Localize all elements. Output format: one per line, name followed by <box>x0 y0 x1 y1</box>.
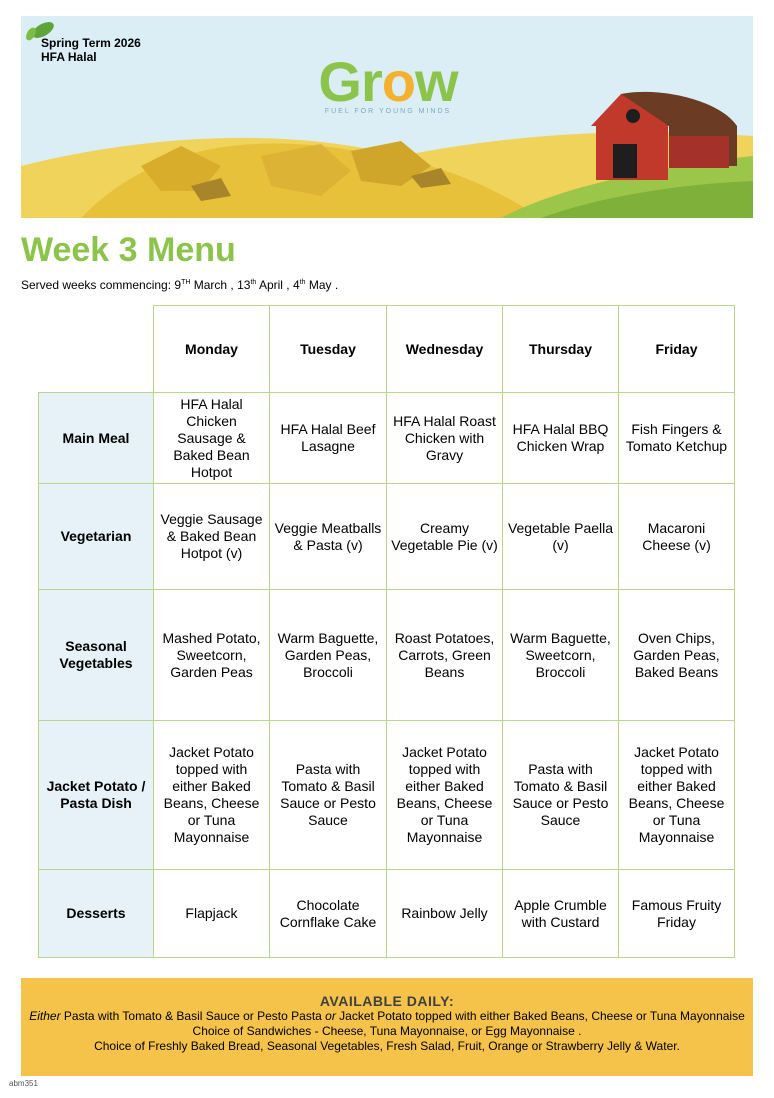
menu-cell: Warm Baguette, Sweetcorn, Broccoli <box>503 590 619 721</box>
row-label: Seasonal Vegetables <box>39 590 154 721</box>
row-label: Vegetarian <box>39 484 154 590</box>
table-row <box>39 590 735 721</box>
table-row <box>39 870 735 958</box>
menu-cell: Fish Fingers & Tomato Ketchup <box>619 393 735 484</box>
term-label: Spring Term 2026 <box>41 36 141 50</box>
daily-or: or <box>325 1009 336 1023</box>
menu-cell: Jacket Potato topped with either Baked Beans, Cheese or Tuna Mayonnaise <box>387 721 503 870</box>
logo-word: Grow <box>318 50 458 113</box>
table-header-row <box>39 306 735 393</box>
daily-pasta-option: Pasta with Tomato & Basil Sauce or Pesto Pasta <box>60 1009 326 1023</box>
menu-cell: Warm Baguette, Garden Peas, Broccoli <box>270 590 387 721</box>
leaf-icon <box>21 16 61 46</box>
served-suffix: May . <box>305 278 339 292</box>
menu-cell: HFA Halal Roast Chicken with Gravy <box>387 393 503 484</box>
served-weeks <box>21 278 338 292</box>
menu-cell: Creamy Vegetable Pie (v) <box>387 484 503 590</box>
menu-cell: HFA Halal Chicken Sausage & Baked Bean Hotpot <box>154 393 270 484</box>
menu-cell: Chocolate Cornflake Cake <box>270 870 387 958</box>
available-daily-title: AVAILABLE DAILY: <box>319 993 455 1009</box>
table-corner <box>39 306 154 393</box>
table-row <box>39 484 735 590</box>
menu-type-label: HFA Halal <box>41 50 97 64</box>
served-mid-1: March , 13 <box>190 278 251 292</box>
daily-line-3: Choice of Freshly Baked Bread, Seasonal Vegetables, Fresh Salad, Fruit, Orange or Strawberry Jelly & Water. <box>94 1039 680 1053</box>
served-mid-2: April , 4 <box>256 278 300 292</box>
day-header: Friday <box>619 306 735 393</box>
menu-cell: Famous Fruity Friday <box>619 870 735 958</box>
menu-cell: Jacket Potato topped with either Baked Beans, Cheese or Tuna Mayonnaise <box>619 721 735 870</box>
menu-cell: Pasta with Tomato & Basil Sauce or Pesto Sauce <box>503 721 619 870</box>
menu-table <box>38 305 735 958</box>
daily-line-1 <box>21 1009 753 1024</box>
row-label: Main Meal <box>39 393 154 484</box>
menu-cell: Jacket Potato topped with either Baked Beans, Cheese or Tuna Mayonnaise <box>154 721 270 870</box>
day-header: Tuesday <box>270 306 387 393</box>
served-sup-3: th <box>299 279 306 286</box>
menu-cell: Apple Crumble with Custard <box>503 870 619 958</box>
menu-cell: Oven Chips, Garden Peas, Baked Beans <box>619 590 735 721</box>
daily-either: Either <box>29 1009 61 1023</box>
table-row <box>39 393 735 484</box>
day-header: Thursday <box>503 306 619 393</box>
header-banner <box>21 16 753 218</box>
table-row <box>39 721 735 870</box>
row-label: Jacket Potato / Pasta Dish <box>39 721 154 870</box>
menu-cell: Mashed Potato, Sweetcorn, Garden Peas <box>154 590 270 721</box>
menu-cell: Veggie Sausage & Baked Bean Hotpot (v) <box>154 484 270 590</box>
day-header: Monday <box>154 306 270 393</box>
daily-line-2: Choice of Sandwiches - Cheese, Tuna Mayonnaise, or Egg Mayonnaise . <box>192 1024 582 1038</box>
daily-jacket-option: Jacket Potato topped with either Baked Beans, Cheese or Tuna Mayonnaise <box>335 1009 745 1023</box>
menu-cell: Flapjack <box>154 870 270 958</box>
menu-cell: Rainbow Jelly <box>387 870 503 958</box>
served-sup-2: th <box>250 279 257 286</box>
served-prefix: Served weeks commencing: 9 <box>21 278 182 292</box>
menu-cell: Roast Potatoes, Carrots, Green Beans <box>387 590 503 721</box>
menu-cell: HFA Halal BBQ Chicken Wrap <box>503 393 619 484</box>
menu-cell: Veggie Meatballs & Pasta (v) <box>270 484 387 590</box>
available-daily-box <box>21 978 753 1076</box>
document-code: abm351 <box>9 1079 38 1088</box>
page-title: Week 3 Menu <box>21 231 236 269</box>
menu-cell: Macaroni Cheese (v) <box>619 484 735 590</box>
day-header: Wednesday <box>387 306 503 393</box>
row-label: Desserts <box>39 870 154 958</box>
menu-cell: Pasta with Tomato & Basil Sauce or Pesto Sauce <box>270 721 387 870</box>
served-sup-1: TH <box>181 279 191 286</box>
menu-cell: Vegetable Paella (v) <box>503 484 619 590</box>
logo-tagline: FUEL FOR YOUNG MINDS <box>324 108 452 115</box>
grow-logo <box>303 50 473 115</box>
menu-cell: HFA Halal Beef Lasagne <box>270 393 387 484</box>
